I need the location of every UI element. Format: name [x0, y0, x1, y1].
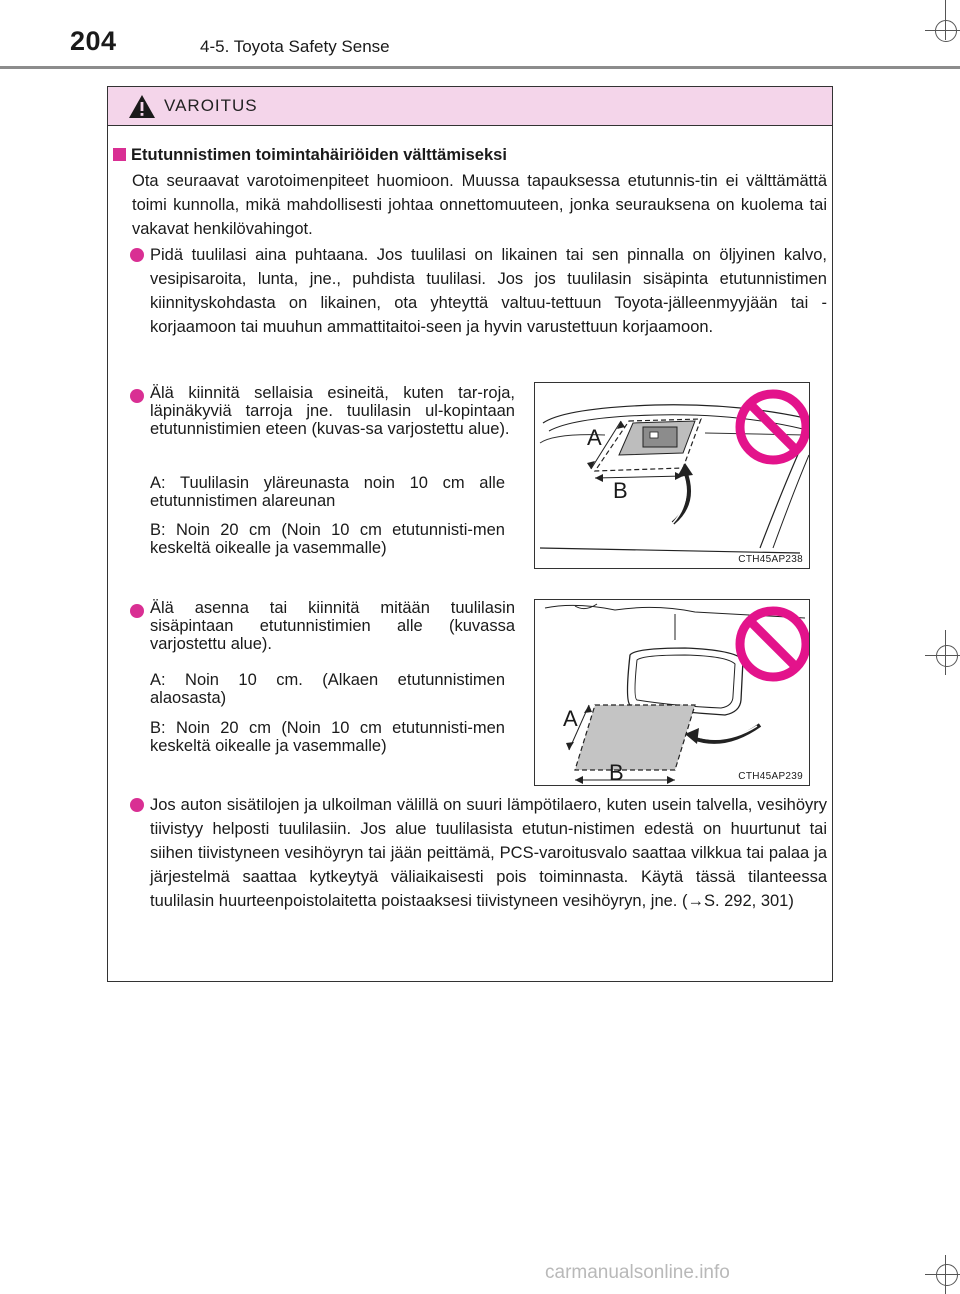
bullet-text: Älä asenna tai kiinnitä mitään tuulilasin sisäpintaan etutunnistimien alle (kuvassa varjostettu alue). [150, 599, 515, 653]
circle-bullet-icon [130, 798, 144, 812]
square-bullet-icon [113, 148, 126, 161]
bullet-3-note-b: B: Noin 20 cm (Noin 10 cm etutunnisti-men keskeltä oikealle ja vasemmalle) [150, 719, 505, 755]
circle-bullet-icon [130, 248, 144, 262]
figure-code: CTH45AP238 [738, 554, 803, 565]
dimension-label-a: A [563, 706, 578, 731]
section-title: 4-5. Toyota Safety Sense [200, 37, 390, 56]
windshield-outside-illustration [535, 383, 809, 568]
bullet-2-note-a: A: Tuulilasin yläreunasta noin 10 cm alle etutunnistimen alareunan [150, 474, 505, 510]
bullet-3-note-a: A: Noin 10 cm. (Alkaen etutunnistimen alaosasta) [150, 671, 505, 707]
figure-code: CTH45AP239 [738, 771, 803, 782]
bullet-condensation [150, 793, 827, 913]
dimension-label-b: B [609, 760, 624, 785]
bullet-no-interior-items [150, 599, 515, 653]
bullet-text: Jos auton sisätilojen ja ulkoilman välillä on suuri lämpötilaero, kuten usein talvella, vesihöyry tiivistyy helposti tuulilasiin. Jos alue tuulilasista etutun-nistimen edestä on huurtunut tai siihen tiivistyneen vesihöyryn tai jään peittämä, PCS-varoitusvalo saattaa vilkkua tai palaa ja järjestelmä saattaa kytkeytyä väliaikaisesti pois toiminnasta. Käytä tässä tilanteessa tuulilasin huurteenpoistolaitetta poistaaksesi tiivistyneen vesihöyryn, jne. (→S. 292, 301) [150, 796, 827, 910]
warning-header [108, 87, 832, 126]
figure-windshield-outside [534, 382, 810, 569]
dimension-label-a: A [587, 425, 602, 450]
bullet-text: Pidä tuulilasi aina puhtaana. Jos tuulilasi on likainen tai sen pinnalla on öljyinen kalvo, vesipisaroita, lunta, jne., puhdista tuulilasi. Jos jos tuulilasin sisäpinta etutunnistimen kiinnityskohdasta on likainen, ota yhteyttä valtuu-tettuun Toyota-jälleenmyyjään tai -korjaamoon tai muuhun ammattitaitoi-seen ja hyvin varustettuun korjaamoon. [150, 246, 827, 336]
bullet-text: Älä kiinnitä sellaisia esineitä, kuten tar-roja, läpinäkyviä tarroja jne. tuulilasin ul-kopintaan etutunnistimien eteen (kuvas-sa varjostettu alue). [150, 384, 515, 438]
warning-box [107, 86, 833, 982]
intro-text: Ota seuraavat varotoimenpiteet huomioon. Muussa tapauksessa etutunnis-tin ei välttämättä toimi kunnolla, mikä mahdollisesti johtaa onnettomuuteen, jonka seurauksena on kuolema tai vakavat henkilövahingot. [132, 172, 827, 238]
windshield-inside-illustration [535, 600, 809, 785]
heading-text: Etutunnistimen toimintahäiriöiden välttämiseksi [131, 146, 507, 164]
circle-bullet-icon [130, 604, 144, 618]
bullet-2-note-b: B: Noin 20 cm (Noin 10 cm etutunnisti-men keskeltä oikealle ja vasemmalle) [150, 521, 505, 557]
header-rule [0, 66, 960, 69]
warning-triangle-icon [128, 94, 156, 119]
bullet-no-stickers [150, 384, 515, 438]
figure-windshield-inside [534, 599, 810, 786]
bullet-clean-windshield [150, 243, 827, 339]
warning-heading [113, 144, 828, 166]
dimension-label-b: B [613, 478, 628, 503]
watermark: carmanualsonline.info [545, 1262, 730, 1283]
page-number: 204 [70, 26, 117, 56]
circle-bullet-icon [130, 389, 144, 403]
warning-title: VAROITUS [164, 96, 258, 115]
